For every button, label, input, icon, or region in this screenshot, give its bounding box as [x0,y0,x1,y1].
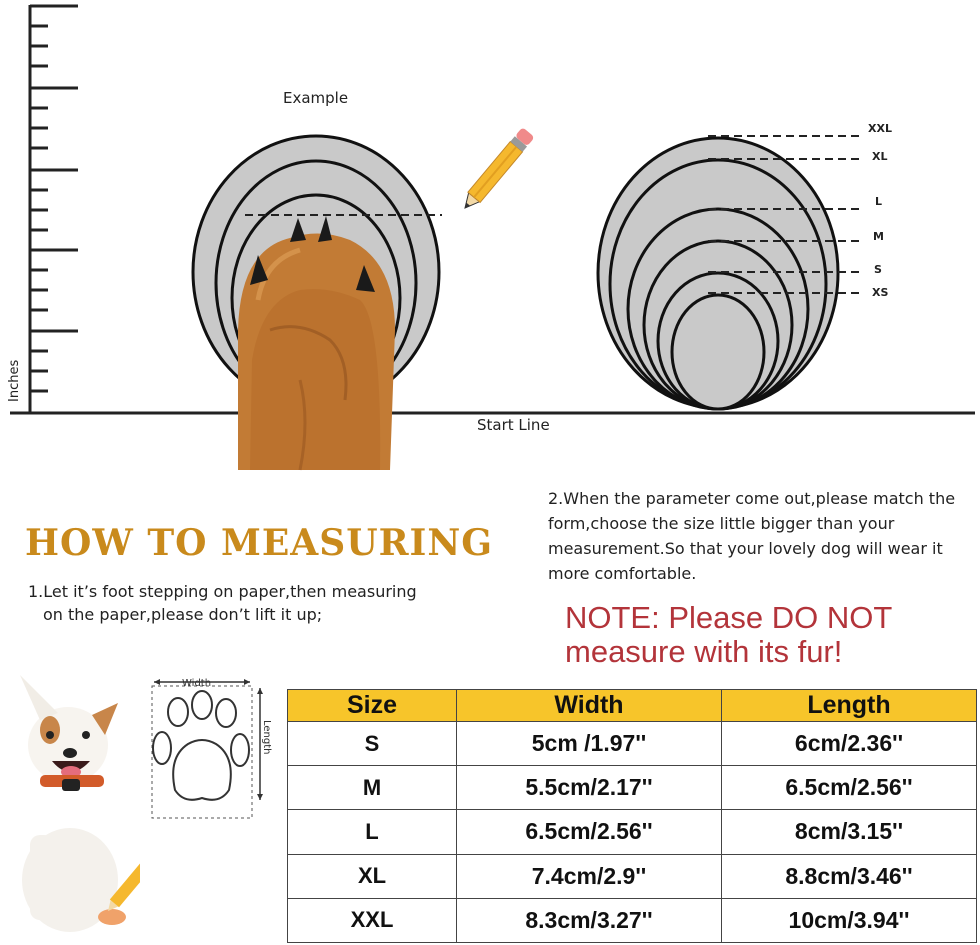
table-row [288,898,977,942]
marker-l: L [875,195,883,208]
cell-length: 8.8cm/3.46'' [722,854,977,898]
size-chart-table [287,689,977,943]
table-row [288,854,977,898]
step-2-instructions: 2.When the parameter come out,please match the form,choose the size little bigger than your measurement.So that your lovely dog will wear it more comfortable. [548,489,956,583]
cell-size: L [288,810,457,854]
marker-s: S [874,263,882,276]
cell-size: XL [288,854,457,898]
step-1-instructions [28,580,478,626]
cell-size: XXL [288,898,457,942]
header-length: Length [722,690,977,722]
fur-note: NOTE: Please DO NOT measure with its fur! [565,600,892,669]
paw-print-icon [153,691,249,800]
length-label: Length [261,720,272,755]
paw-measure-sketch [140,672,275,832]
cell-length: 8cm/3.15'' [722,810,977,854]
step-1-line-2: on the paper,please don’t lift it up; [43,605,323,624]
header-size: Size [288,690,457,722]
cell-width: 5cm /1.97'' [457,722,722,766]
cell-length: 6.5cm/2.56'' [722,766,977,810]
axis-label: Inches [7,359,22,402]
table-header-row [288,690,977,722]
start-line-label: Start Line [477,416,550,434]
dog-illustration [0,665,140,940]
cell-size: M [288,766,457,810]
marker-m: M [873,230,884,243]
page-heading: HOW TO MEASURING [25,522,494,564]
cell-width: 7.4cm/2.9'' [457,854,722,898]
marker-xxl: XXL [868,122,892,135]
cell-width: 8.3cm/3.27'' [457,898,722,942]
cell-size: S [288,722,457,766]
marker-xl: XL [872,150,888,163]
pencil-icon [459,127,535,213]
inch-ruler [30,5,78,412]
example-label: Example [283,89,349,107]
cell-length: 6cm/2.36'' [722,722,977,766]
cell-width: 5.5cm/2.17'' [457,766,722,810]
size-circles [598,138,838,409]
table-row [288,722,977,766]
header-width: Width [457,690,722,722]
cell-length: 10cm/3.94'' [722,898,977,942]
step-1-line-1: 1.Let it’s foot stepping on paper,then measuring [28,582,417,601]
table-row [288,766,977,810]
marker-xs: XS [872,286,889,299]
cell-width: 6.5cm/2.56'' [457,810,722,854]
table-row [288,810,977,854]
width-label: Width [182,678,212,689]
